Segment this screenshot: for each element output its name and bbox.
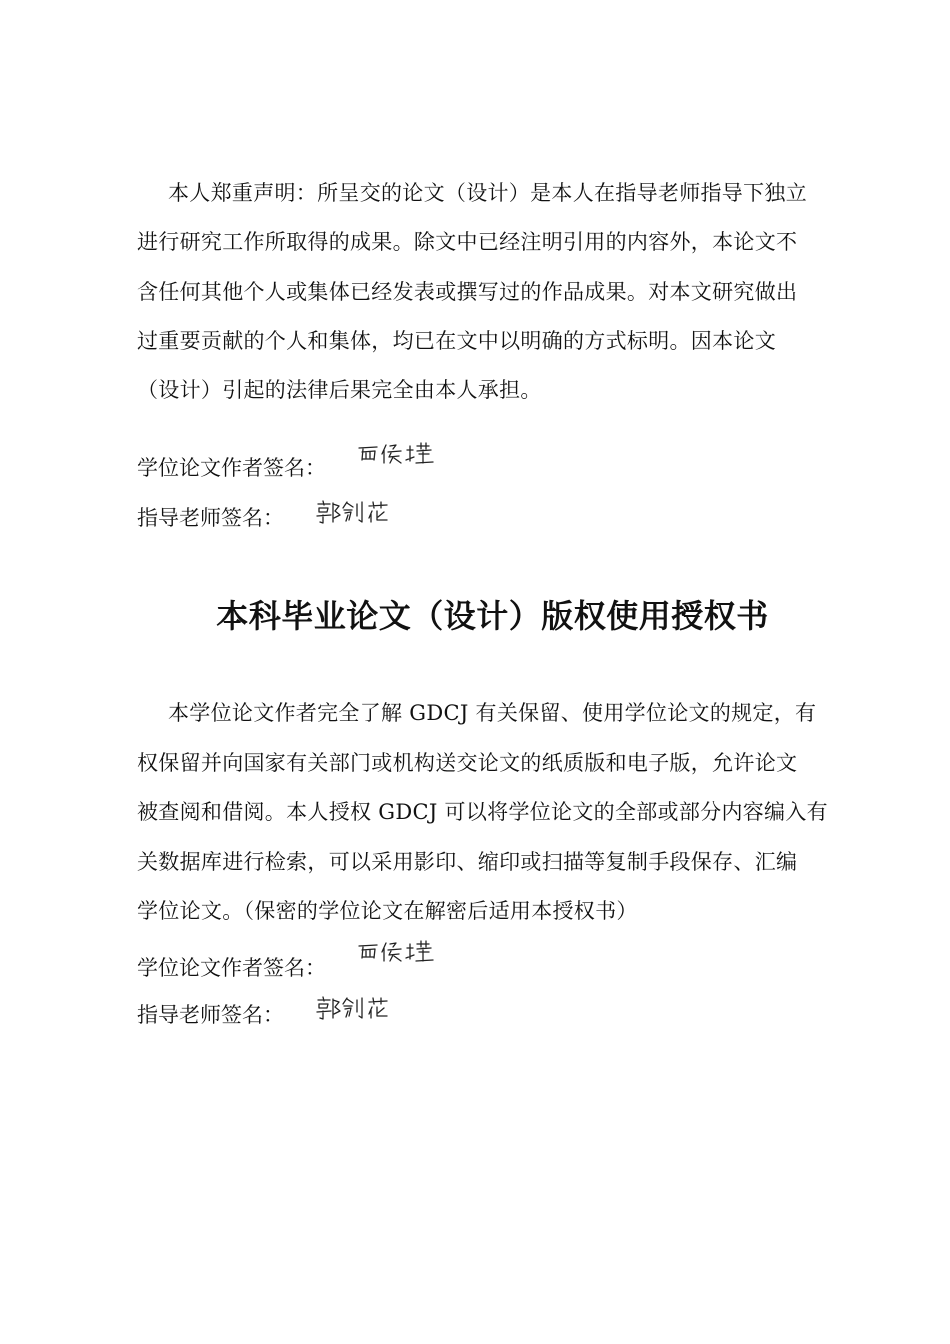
authorization-line-3: 被查阅和借阅。本人授权 GDCJ 可以将学位论文的全部或部分内容编入有: [137, 800, 828, 824]
authorization-advisor-sign-label: 指导老师签名：: [137, 1003, 284, 1027]
declaration-line-1: 本人郑重声明：所呈交的论文（设计）是本人在指导老师指导下独立: [168, 181, 807, 205]
declaration-author-sign-label: 学位论文作者签名：: [137, 456, 326, 480]
declaration-line-2: 进行研究工作所取得的成果。除文中已经注明引用的内容外，本论文不: [137, 230, 798, 254]
authorization-line-1: 本学位论文作者完全了解 GDCJ 有关保留、使用学位论文的规定，有: [168, 701, 817, 725]
authorization-author-sign-label: 学位论文作者签名：: [137, 956, 326, 980]
authorization-title: 本科毕业论文（设计）版权使用授权书: [216, 597, 769, 635]
author-signature-image: [355, 440, 445, 470]
declaration-line-4: 过重要贡献的个人和集体，均已在文中以明确的方式标明。因本论文: [137, 329, 776, 353]
authorization-line-5: 学位论文。（保密的学位论文在解密后适用本授权书）: [137, 899, 638, 923]
advisor-signature-image: [313, 498, 393, 528]
authorization-line-4: 关数据库进行检索，可以采用影印、缩印或扫描等复制手段保存、汇编: [137, 850, 798, 874]
declaration-line-3: 含任何其他个人或集体已经发表或撰写过的作品成果。对本文研究做出: [137, 280, 798, 304]
advisor-signature-image-2: [313, 994, 393, 1024]
authorization-line-2: 权保留并向国家有关部门或机构送交论文的纸质版和电子版，允许论文: [137, 751, 798, 775]
declaration-advisor-sign-label: 指导老师签名：: [137, 506, 284, 530]
author-signature-image-2: [355, 938, 445, 968]
declaration-line-5: （设计）引起的法律后果完全由本人承担。: [137, 378, 542, 402]
